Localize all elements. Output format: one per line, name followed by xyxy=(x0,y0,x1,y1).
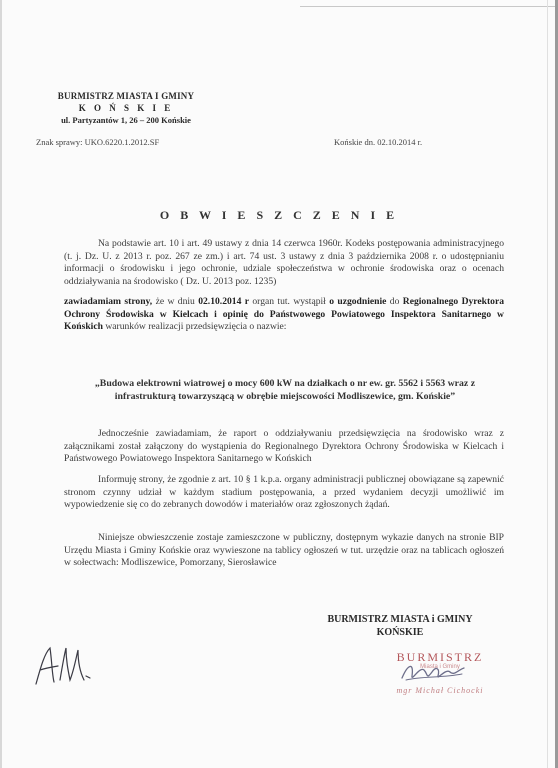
case-number: Znak sprawy: UKO.6220.1.2012.SF xyxy=(36,137,160,147)
notification-bold-1: zawiadamiam strony, xyxy=(64,296,153,307)
stamp-signatory: mgr Michał Cichocki xyxy=(396,686,484,695)
notification-date: 02.10.2014 r xyxy=(198,296,250,307)
paragraph-publication: Niniejsze obwieszczenie zostaje zamieszczone w publiczny, dostępnym wykazie danych na stronie BIP Urzędu Miasta i Gminy Końskie oraz wywieszone na tablicy ogłoszeń w tut. urzędzie oraz na tablicach ogłoszeń w sołectwach: Modliszewice, Pomorzany, Sierosławice xyxy=(64,532,504,569)
sender-address: ul. Partyzantów 1, 26 – 200 Końskie xyxy=(61,115,191,125)
page-edge-left xyxy=(0,0,2,768)
page-edge-top xyxy=(300,0,558,7)
paragraph-report: Jednocześnie zawiadamiam, że raport o oddziaływaniu przedsięwzięcia na środowisko wraz z załącznikami został załączony do wystąpienia do Regionalnego Dyrektora Ochrony Środowiska w Kielcach i Państwowego Powiatowego Inspektora Sanitarnego w Końskich xyxy=(64,428,504,465)
paragraph-legal-basis: Na podstawie art. 10 i art. 49 ustawy z dnia 14 czerwca 1960r. Kodeks postępowania administracyjnego (t. j. Dz. U. z 2013 r. poz. 267 ze zm.) i art. 74 ust. 3 ustawy z dnia 3 października 2008 r. o udostępnianiu informacji o środowisku i jego ochronie, udziale społeczeństwa w ochronie środowiska oraz o ocenach oddziaływania na środowisko ( Dz. U. 2013 poz. 1235) xyxy=(64,238,504,287)
notification-text-4: warunków realizacji przedsięwzięcia o nazwie: xyxy=(102,321,287,333)
signer-block xyxy=(300,613,500,639)
notification-text-2: organ tut. wystąpił xyxy=(249,296,330,307)
project-subject: „Budowa elektrowni wiatrowej o mocy 600 kW na działkach o nr ew. gr. 5562 i 5563 wraz z infrastrukturą towarzyszącą w obrębie miejscowości Modliszewice, gm. Końskie” xyxy=(94,378,476,402)
sender-block xyxy=(36,90,216,126)
page-edge-right-inner xyxy=(547,0,548,768)
stamp-title: BURMISTRZ xyxy=(396,650,484,664)
notification-text-3: do xyxy=(386,296,403,307)
notification-text-1: że w dniu xyxy=(152,296,199,307)
official-stamp xyxy=(340,650,520,710)
signer-town: KOŃSKIE xyxy=(376,627,424,638)
sender-town: K O Ń S K I E xyxy=(78,103,174,113)
mayor-signature xyxy=(398,656,468,686)
clerk-initials xyxy=(26,640,96,690)
place-date: Końskie dn. 02.10.2014 r. xyxy=(334,137,423,147)
document-title: O B W I E S Z C Z E N I E xyxy=(159,208,399,222)
notification-authorities: Regionalnego Dyrektora Ochrony Środowiska w Kielcach i opinię do Państwowego Powiatowego Inspektora Sanitarnego w Końskich xyxy=(64,296,505,333)
signer-title: BURMISTRZ MIASTA i GMINY xyxy=(327,614,473,625)
notification-bold-3: o uzgodnienie xyxy=(329,296,387,307)
sender-office: BURMISTRZ MIASTA I GMINY xyxy=(57,91,195,101)
paragraph-parties-rights: Informuję strony, że zgodnie z art. 10 § 1 k.p.a. organy administracji publicznej obowiązane są zapewnić stronom czynny udział w każdym stadium postępowania, a przed wydaniem decyzji umożliwić im wypowiedzenie się co do zebranych dowodów i materiałów oraz zgłoszonych żądań. xyxy=(64,474,504,511)
stamp-subtitle: Miasta i Gminy xyxy=(420,664,460,670)
paragraph-notification xyxy=(64,296,504,334)
